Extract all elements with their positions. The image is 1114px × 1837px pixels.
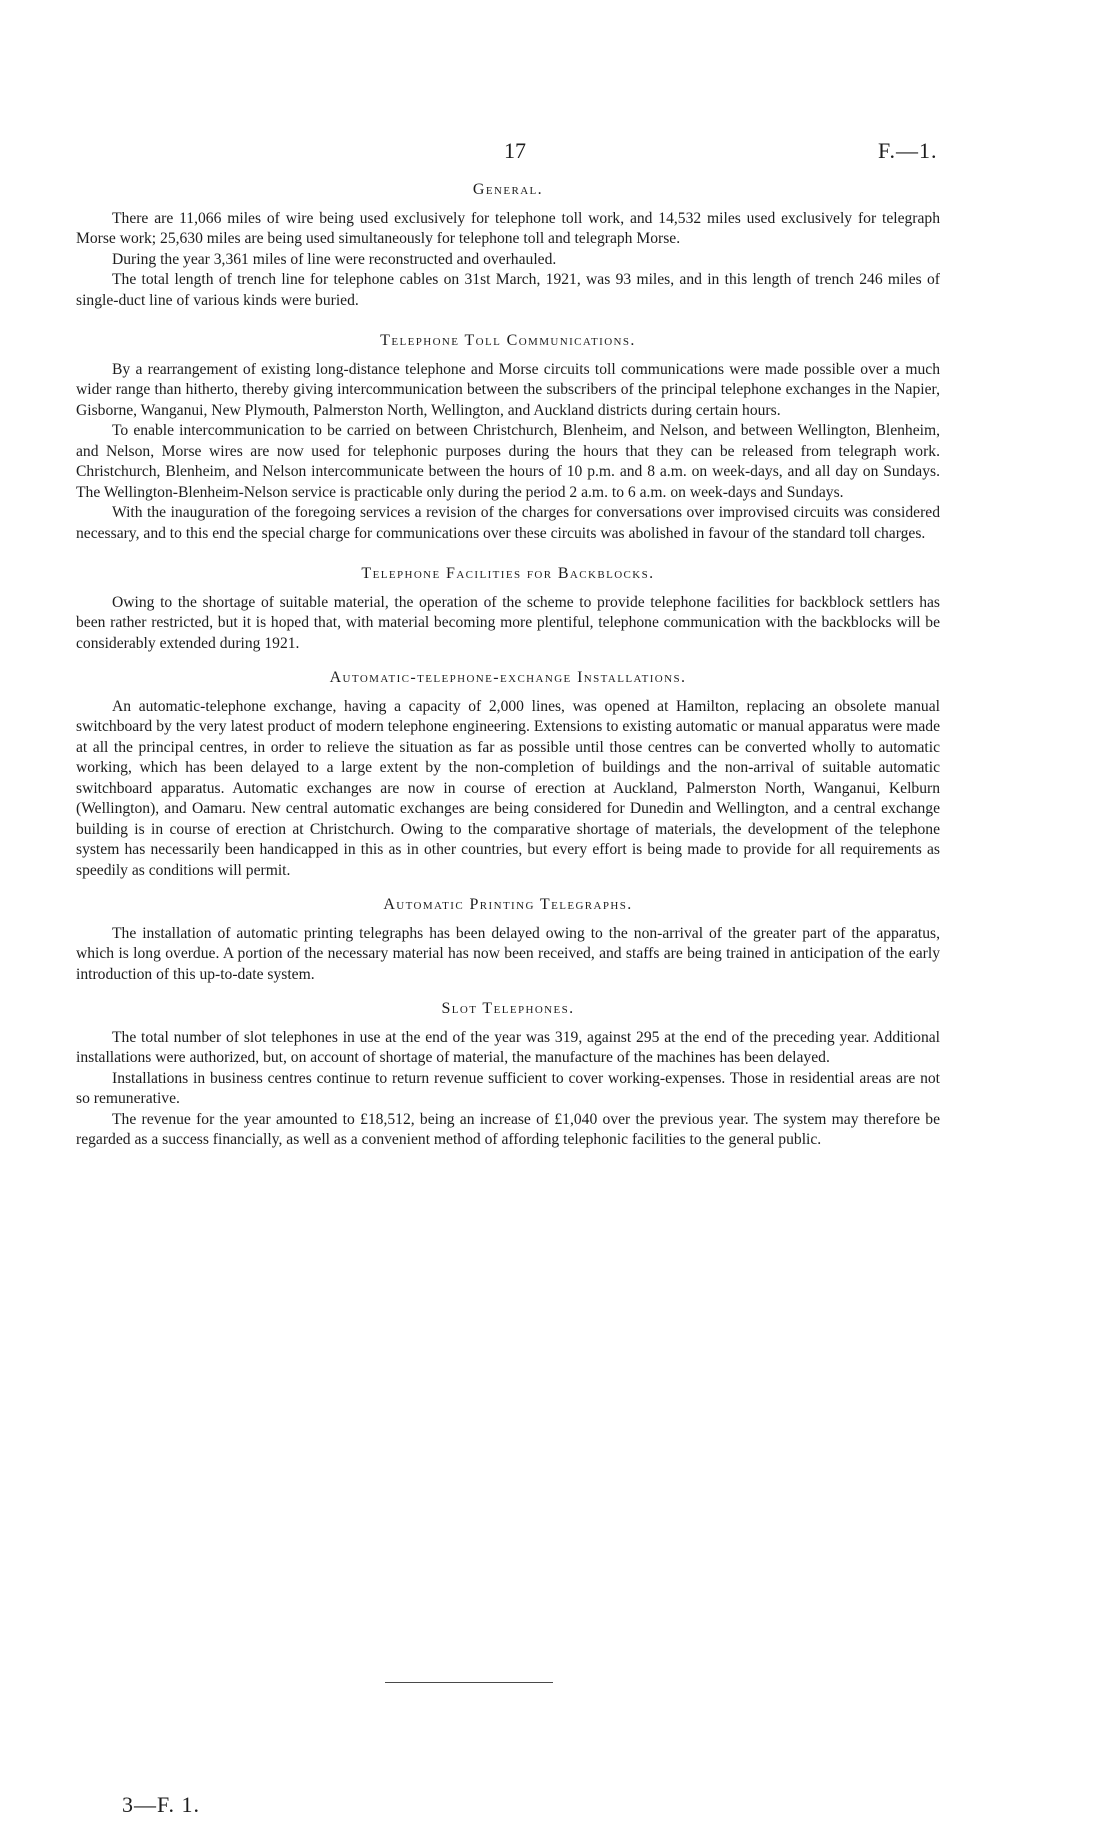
page-number: 17: [504, 138, 526, 163]
paragraph: Installations in business centres continue to return revenue sufficient to cover working-expenses. Those in residential areas are not so remunerative.: [76, 1069, 940, 1107]
paragraph: The revenue for the year amounted to £18,512, being an increase of £1,040 over the previous year. The system may therefore be regarded as a success financially, as well as a convenient method of affording telephonic facilities to the general public.: [76, 1110, 940, 1148]
page-reference: F.—1.: [878, 138, 938, 163]
paragraph: The installation of automatic printing telegraphs has been delayed owing to the non-arrival of the greater part of the apparatus, which is long overdue. A portion of the necessary material has now been received, and staffs are being trained in anticipation of the early introduction of this up-to-date system.: [76, 924, 940, 983]
paragraph: There are 11,066 miles of wire being used exclusively for telephone toll work, and 14,532 miles used exclusively for telegraph Morse work; 25,630 miles are being used simultaneously for telephone toll and telegraph Morse.: [76, 209, 940, 247]
paragraph: An automatic-telephone exchange, having a capacity of 2,000 lines, was opened at Hamilton, replacing an obsolete manual switchboard by the very latest product of modern telephone engineering. Extensions to existing automatic or manual apparatus were made at all the principal centres, in order to relieve the situation as far as possible until those centres can be converted wholly to automatic working, which has been delayed to a large extent by the non-completion of buildings and the non-arrival of suitable automatic switchboard apparatus. Automatic exchanges are now in course of erection at Auckland, Palmerston North, Wanganui, Kelburn (Wellington), and Oamaru. New central automatic exchanges are being considered for Dunedin and Wellington, and a central exchange building is in course of erection at Christchurch. Owing to the comparative shortage of materials, the development of the telephone system has necessarily been handicapped in this as in other countries, but every effort is being made to provide for all requirements as speedily as conditions will permit.: [76, 697, 940, 879]
section-heading-slot-telephones: Slot Telephones.: [441, 1000, 575, 1017]
signature-mark: 3—F. 1.: [122, 1792, 200, 1817]
paragraph: With the inauguration of the foregoing services a revision of the charges for conversations over improvised circuits was considered necessary, and to this end the special charge for communications over these circuits was abolished in favour of the standard toll charges.: [76, 504, 940, 542]
closing-rule: [385, 1682, 553, 1683]
paragraph: By a rearrangement of existing long-distance telephone and Morse circuits toll communications were made possible over a much wider range than hitherto, thereby giving intercommunication between the subscribers of the principal telephone exchanges in the Napier, Gisborne, Wanganui, New Plymouth, Palmerston North, Wellington, and Auckland districts during certain hours.: [76, 360, 940, 419]
section-heading-toll: Telephone Toll Communications.: [380, 332, 636, 349]
paragraph: To enable intercommunication to be carried on between Christchurch, Blenheim, and Nelson, and between Wellington, Blenheim, and Nelson, Morse wires are now used for telephonic purposes during the hours that they can be released from telegraph work. Christchurch, Blenheim, and Nelson intercommunicate between the hours of 10 p.m. and 8 a.m. on week-days, and all day on Sundays. The Wellington-Blenheim-Nelson service is practicable only during the period 2 a.m. to 6 a.m. on week-days and Sundays.: [76, 422, 940, 501]
section-heading-backblocks: Telephone Facilities for Backblocks.: [361, 565, 655, 582]
section-heading-printing-telegraphs: Automatic Printing Telegraphs.: [383, 896, 633, 913]
section-heading-automatic-exchange: Automatic-telephone-exchange Installations.: [329, 669, 687, 686]
paragraph: During the year 3,361 miles of line were reconstructed and overhauled.: [112, 250, 557, 268]
paragraph: Owing to the shortage of suitable material, the operation of the scheme to provide telephone facilities for backblock settlers has been rather restricted, but it is hoped that, with material becoming more plentiful, telephone communication with the backblocks will be considerably extended during 1921.: [76, 593, 940, 652]
paragraph: The total number of slot telephones in use at the end of the year was 319, against 295 at the end of the preceding year. Additional installations were authorized, but, on account of shortage of material, the manufacture of the machines has been delayed.: [76, 1028, 940, 1066]
paragraph: The total length of trench line for telephone cables on 31st March, 1921, was 93 miles, and in this length of trench 246 miles of single-duct line of various kinds were buried.: [76, 271, 940, 309]
document-body: [76, 180, 940, 1151]
section-heading-general: General.: [472, 181, 544, 198]
